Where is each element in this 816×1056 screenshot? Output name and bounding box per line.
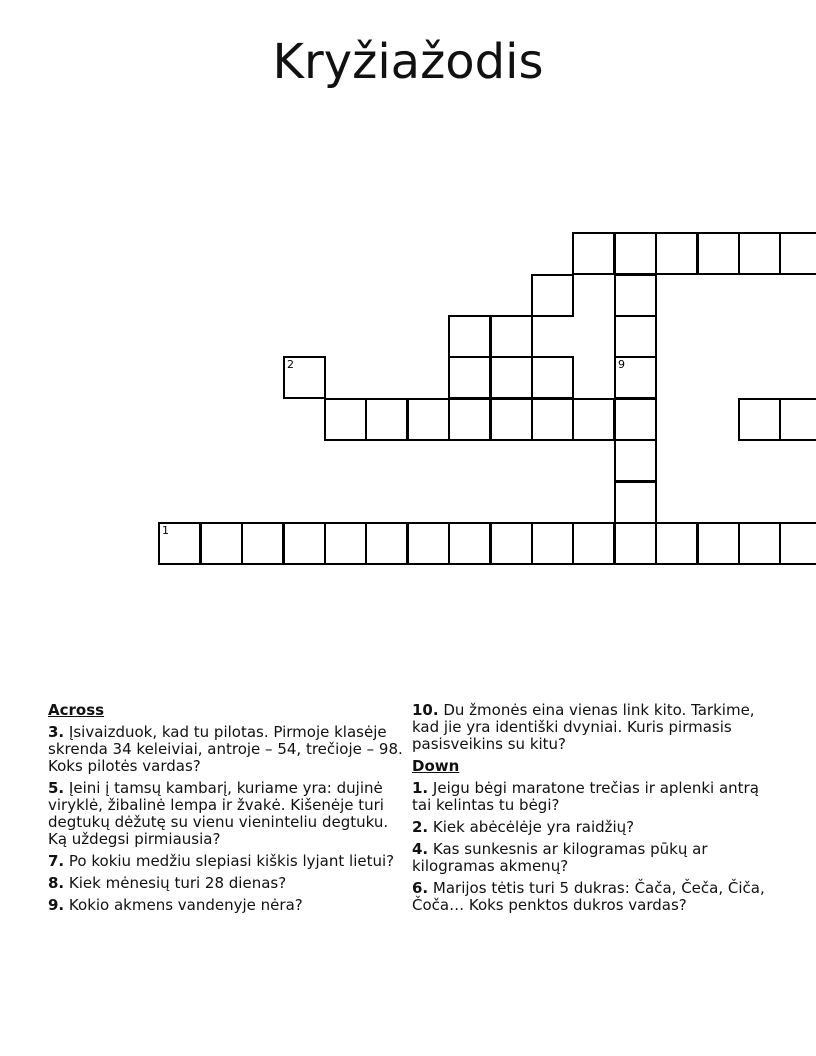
clues-left-column [48,702,404,919]
grid-cell[interactable] [779,398,816,441]
grid-cell[interactable] [448,315,491,358]
clue-number: 2. [412,818,429,836]
grid-cell[interactable] [614,398,657,441]
clue-number: 3. [48,723,65,741]
grid-cell[interactable] [614,274,657,317]
clue-text: Po kokiu medžiu slepiasi kiškis lyjant lietui? [68,852,395,870]
grid-cell[interactable] [531,356,574,399]
clue-across-3 [48,724,404,775]
grid-cell[interactable] [448,522,491,565]
clue-across-8 [48,875,404,892]
clue-number-label: 1 [162,524,169,537]
grid-cell[interactable] [241,522,284,565]
grid-cell[interactable] [614,315,657,358]
grid-cell[interactable] [490,315,533,358]
clue-number: 10. [412,701,439,719]
grid-cell[interactable] [324,522,367,565]
clue-number: 4. [412,840,429,858]
clue-across-10 [412,702,778,753]
grid-cell[interactable] [200,522,243,565]
grid-cell[interactable] [655,522,698,565]
clue-text: Du žmonės eina vienas link kito. Tarkime, kad jie yra identiški dvyniai. Kuris pirmasis pasisveikins su kitu? [412,701,755,753]
clue-across-9 [48,897,404,914]
grid-cell[interactable] [407,398,450,441]
clue-number: 5. [48,779,65,797]
clue-text: Kas sunkesnis ar kilogramas pūkų ar kilogramas akmenų? [412,840,708,875]
clue-number: 1. [412,779,429,797]
grid-cell[interactable] [531,398,574,441]
clue-text: Kiek abėcėlėje yra raidžių? [432,818,635,836]
grid-cell[interactable] [614,356,657,399]
clue-text: Įsivaizduok, kad tu pilotas. Pirmoje klasėje skrenda 34 keleiviai, antroje – 54, trečioje – 98. Koks pilotės vardas? [48,723,403,775]
grid-cell[interactable] [572,398,615,441]
grid-cell[interactable] [738,232,781,275]
grid-cell[interactable] [283,522,326,565]
clue-number-label: 9 [618,358,625,371]
grid-cell[interactable] [779,522,816,565]
grid-cell[interactable] [614,522,657,565]
clue-across-5 [48,780,404,848]
clue-down-1 [412,780,778,814]
grid-cell[interactable] [448,398,491,441]
clue-down-6 [412,880,778,914]
clue-text: Įeini į tamsų kambarį, kuriame yra: dujinė viryklė, žibalinė lempa ir žvakė. Kišenėje turi degtukų dėžutę su vienu vieninteliu degtuku. Ką uždegsi pirmiausia? [48,779,389,848]
grid-cell[interactable] [531,274,574,317]
clue-number: 9. [48,896,65,914]
grid-cell[interactable] [738,398,781,441]
clue-text: Jeigu bėgi maratone trečias ir aplenki antrą tai kelintas tu bėgi? [412,779,759,814]
grid-cell[interactable] [490,398,533,441]
clue-text: Marijos tėtis turi 5 dukras: Čača, Čeča, Čiča, Čoča… Koks penktos dukros vardas? [412,879,765,914]
grid-cell[interactable] [490,522,533,565]
clue-down-4 [412,841,778,875]
grid-cell[interactable] [531,522,574,565]
grid-cell[interactable] [365,522,408,565]
down-heading: Down [412,757,460,775]
grid-cell[interactable] [655,232,698,275]
grid-cell[interactable] [614,232,657,275]
page-title: Kryžiažodis [272,34,544,90]
grid-cell[interactable] [490,356,533,399]
across-heading: Across [48,701,105,719]
grid-cell[interactable] [283,356,326,399]
clue-number: 7. [48,852,65,870]
grid-cell[interactable] [365,398,408,441]
grid-cell[interactable] [324,398,367,441]
grid-cell[interactable] [572,232,615,275]
clue-text: Kiek mėnesių turi 28 dienas? [68,874,287,892]
grid-cell[interactable] [614,481,657,524]
grid-cell[interactable] [697,522,740,565]
clue-number: 6. [412,879,429,897]
grid-cell[interactable] [572,522,615,565]
grid-cell[interactable] [738,522,781,565]
grid-cell[interactable] [614,439,657,482]
clue-down-2 [412,819,778,836]
clues-right-column [412,702,778,919]
grid-cell[interactable] [779,232,816,275]
clue-number: 8. [48,874,65,892]
clue-number-label: 2 [287,358,294,371]
clue-text: Kokio akmens vandenyje nėra? [68,896,303,914]
clue-across-7 [48,853,404,870]
grid-cell[interactable] [448,356,491,399]
grid-cell[interactable] [158,522,201,565]
grid-cell[interactable] [697,232,740,275]
grid-cell[interactable] [407,522,450,565]
